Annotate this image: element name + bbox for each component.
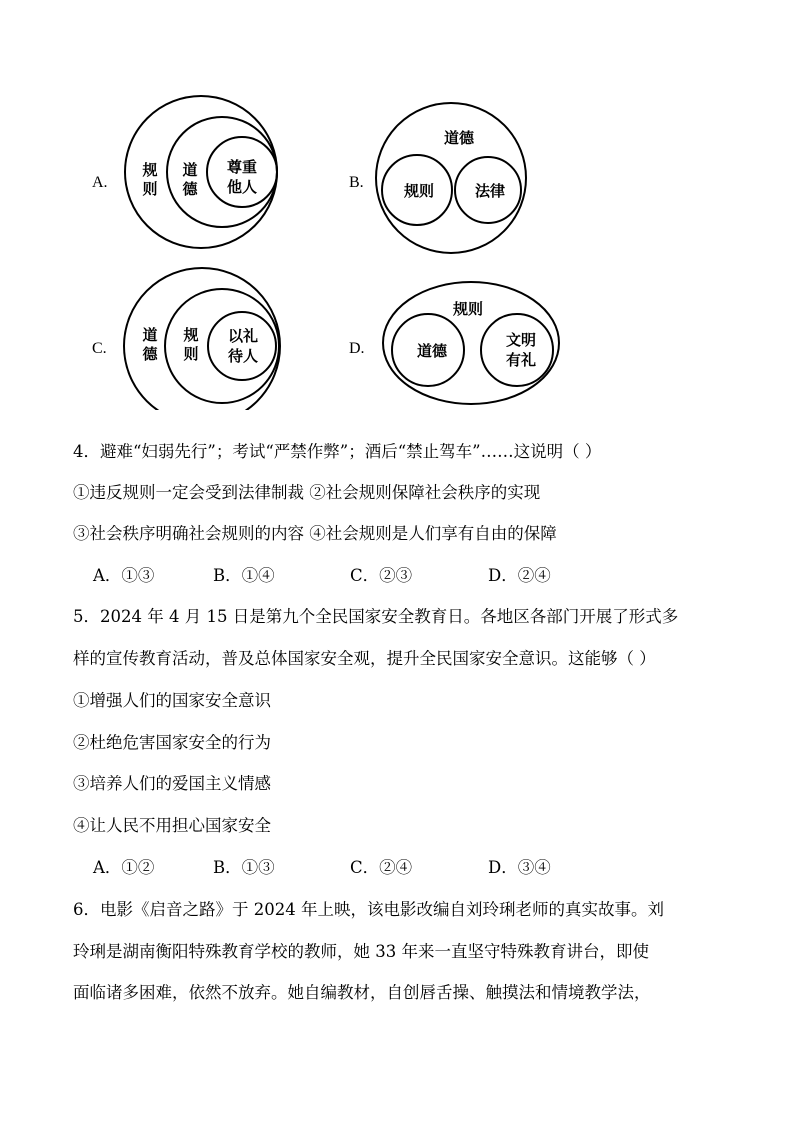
q5-option-b[interactable]: B．①③ (213, 858, 275, 877)
option-d-letter: D. (349, 340, 365, 357)
q4-stem: 4．避难“妇弱先行”；考试“严禁作弊”；酒后“禁止驾车”……这说明（ ） (73, 442, 602, 461)
a-outer-label-1: 规 (142, 161, 158, 179)
q4-option-a[interactable]: A．①③ (93, 566, 155, 585)
answer-diagrams (0, 90, 794, 414)
c-middle-label-2: 则 (183, 345, 199, 363)
a-inner-label-1: 尊重 (226, 158, 258, 176)
q4-statements-1: ①违反规则一定会受到法律制裁 ②社会规则保障社会秩序的实现 (73, 483, 541, 502)
q4-options (93, 565, 551, 587)
b-left-label: 规则 (403, 182, 435, 200)
option-b-letter: B. (349, 174, 364, 191)
option-c-letter: C. (92, 340, 107, 357)
q5-option-a[interactable]: A．①② (93, 858, 155, 877)
d-right-label-2: 有礼 (505, 351, 537, 369)
q6-line-1: 6．电影《启音之路》于 2024 年上映，该电影改编自刘玲琍老师的真实故事。刘 (73, 900, 664, 919)
q5-stem-line-2: 样的宣传教育活动，普及总体国家安全观，提升全民国家安全意识。这能够（ ） (73, 649, 656, 668)
c-inner-label-2: 待人 (227, 347, 259, 365)
a-middle-label-1: 道 (182, 161, 198, 179)
q4-option-b[interactable]: B．①④ (213, 566, 275, 585)
d-left-label: 道德 (416, 342, 448, 360)
q5-item-4: ④让人民不用担心国家安全 (73, 816, 271, 835)
q5-item-1: ①增强人们的国家安全意识 (73, 691, 271, 710)
a-middle-label-2: 德 (182, 180, 198, 198)
d-right-label-1: 文明 (505, 331, 537, 349)
c-outer-label-1: 道 (142, 326, 158, 344)
q5-item-2: ②杜绝危害国家安全的行为 (73, 733, 271, 752)
q4-option-d[interactable]: D．②④ (488, 566, 551, 585)
q5-option-c[interactable]: C．②④ (350, 858, 413, 877)
q6-line-3: 面临诸多困难，依然不放弃。她自编教材，自创唇舌操、触摸法和情境教学法， (73, 983, 651, 1002)
c-middle-label-1: 规 (183, 326, 199, 344)
a-outer-label-2: 则 (142, 180, 158, 198)
c-inner-label-1: 以礼 (227, 327, 259, 345)
diagram-b (376, 103, 526, 253)
c-outer-label-2: 德 (142, 345, 158, 363)
q5-stem-line-1: 5．2024 年 4 月 15 日是第九个全民国家安全教育日。各地区各部门开展了形式多 (73, 607, 679, 626)
q5-option-d[interactable]: D．③④ (488, 858, 551, 877)
a-inner-label-2: 他人 (226, 178, 258, 196)
b-right-label: 法律 (474, 182, 506, 200)
q4-option-c[interactable]: C．②③ (350, 566, 413, 585)
option-a-letter: A. (92, 174, 108, 191)
b-outer-label: 道德 (443, 129, 475, 147)
q5-item-3: ③培养人们的爱国主义情感 (73, 774, 271, 793)
q4-statements-2: ③社会秩序明确社会规则的内容 ④社会规则是人们享有自由的保障 (73, 524, 557, 543)
q5-options (93, 857, 551, 879)
d-outer-label: 规则 (452, 300, 484, 318)
q6-line-2: 玲琍是湖南衡阳特殊教育学校的教师，她 33 年来一直坚守特殊教育讲台，即使 (73, 942, 649, 961)
